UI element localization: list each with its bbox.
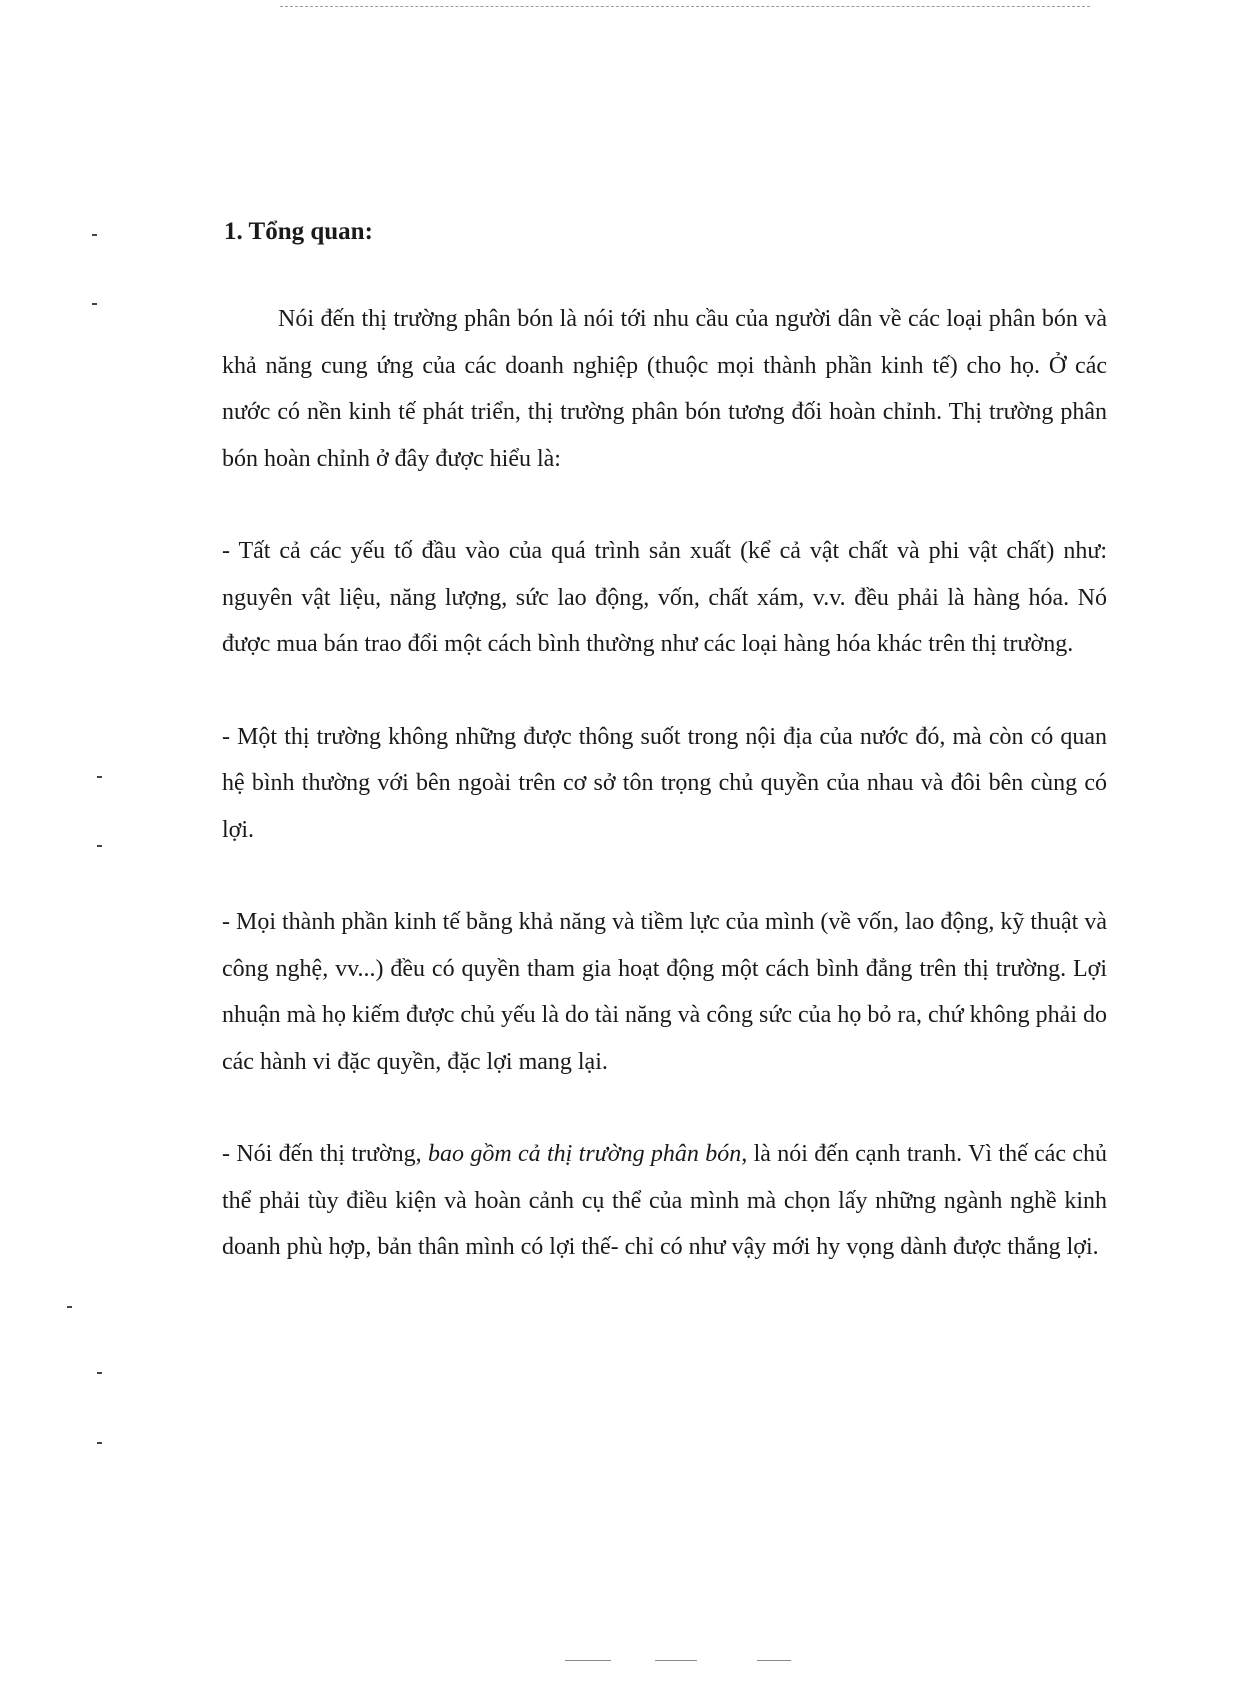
bullet-paragraph: - Tất cả các yếu tố đầu vào của quá trình sản xuất (kể cả vật chất và phi vật chất) như: nguyên vật liệu, năng lượng, sức lao động, vốn, chất xám, v.v. đều phải là hàng hóa. Nó được mua bán trao đổi một cách bình thường như các loại hàng hóa khác trên thị trường. (222, 538, 1107, 657)
scan-margin-mark (97, 1442, 102, 1444)
scan-bottom-mark (565, 1660, 611, 1661)
bullet-paragraph-competition (222, 1131, 1107, 1271)
bullet-paragraph: - Mọi thành phần kinh tế bằng khả năng và tiềm lực của mình (về vốn, lao động, kỹ thuật và công nghệ, vv...) đều có quyền tham gia hoạt động một cách bình đẳng trên thị trường. Lợi nhuận mà họ kiếm được chủ yếu là do tài năng và công sức của họ bỏ ra, chứ không phải do các hành vi đặc quyền, đặc lợi mang lại. (222, 909, 1107, 1075)
paragraph-text: - Nói đến thị trường, (222, 1141, 429, 1167)
scan-margin-mark (97, 845, 102, 847)
scan-margin-mark (92, 303, 97, 305)
emphasis-text: bao gồm cả thị trường phân bón, (428, 1141, 748, 1167)
section-heading: 1. Tổng quan: (224, 218, 373, 245)
scan-bottom-mark (655, 1660, 697, 1661)
bullet-paragraph: - Một thị trường không những được thông suốt trong nội địa của nước đó, mà còn có quan hệ bình thường với bên ngoài trên cơ sở tôn trọng chủ quyền của nhau và đôi bên cùng có lợi. (222, 723, 1107, 843)
intro-paragraph: Nói đến thị trường phân bón là nói tới nhu cầu của người dân về các loại phân bón và khả năng cung ứng của các doanh nghiệp (thuộc mọi thành phần kinh tế) cho họ. Ở các nước có nền kinh tế phát triển, thị trường phân bón tương đối hoàn chỉnh. Thị trường phân bón hoàn chỉnh ở đây được hiểu là: (222, 306, 1107, 472)
scan-margin-mark (97, 776, 102, 778)
scan-margin-mark (92, 234, 97, 236)
scan-margin-mark (67, 1306, 72, 1308)
scan-bottom-mark (757, 1660, 791, 1661)
scan-top-edge (280, 6, 1090, 7)
document-body (222, 212, 1107, 1317)
scan-margin-mark (97, 1372, 102, 1374)
paragraph-text: là nói đến cạnh tranh. Vì thế các chủ thể phải tùy điều kiện và hoàn cảnh cụ thể của mình mà chọn lấy những ngành nghề kinh doanh phù hợp, bản thân mình có lợi thế- chỉ có như vậy mới hy vọng dành được thắng lợi. (222, 1141, 1107, 1260)
